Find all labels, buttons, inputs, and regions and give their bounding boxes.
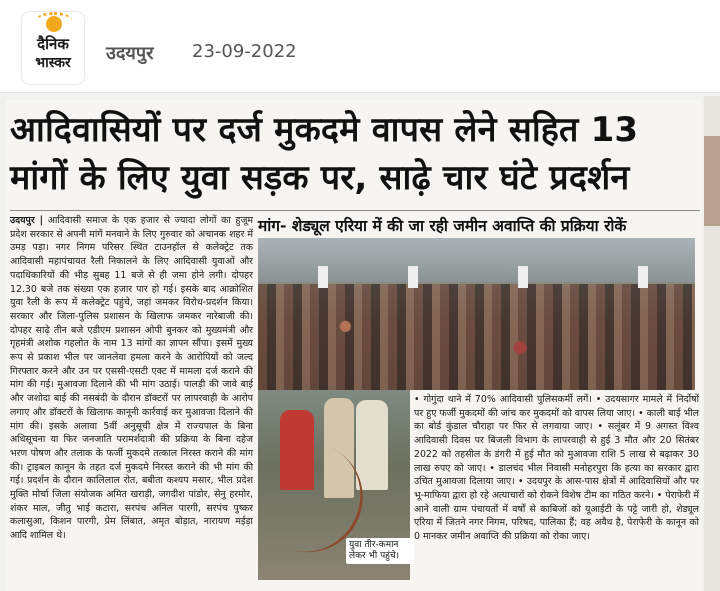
dateline: उदयपुर | — [10, 215, 44, 226]
crowd — [258, 284, 695, 390]
edition-date: 23-09-2022 — [192, 41, 297, 62]
headline-line1: आदिवासियों पर दर्ज मुकदमे वापस लेने सहित 13 — [10, 110, 639, 150]
headline — [10, 106, 700, 202]
article-body-column1 — [10, 214, 253, 543]
subheadline: मांग- शेड्यूल एरिया में की जा रही जमीन अवाप्ति की प्रक्रिया रोकें — [258, 217, 627, 235]
body-text-col1: आदिवासी समाज के एक हजार से ज्यादा लोगों का हुजूम प्रदेश सरकार से अपनी मांगें मनवाने के लिए गुरुवार को अचानक शहर में उमड़ पड़ा। नगर निगम परिसर स्थित टाउनहॉल से कलेक्ट्रेट तक आदिवासी महापंचायत रैली निकालने के लिए आदिवासी युवाओं और पदाधिकारियों की भीड़ सुबह 11 बजे से ही जमा होने लगी। दोपहर 12.30 बजे तक संख्या एक हजार पार हो गई। इसके बाद आक्रोशित युवा रैली के रूप में कलेक्ट्रेट पहुंचे, जहां जमकर विरोध-प्रदर्शन किया। सरकार और जिला-पुलिस प्रशासन के खिलाफ जमकर नारेबाजी की। दोपहर साढ़े तीन बजे एडीएम प्रशासन ओपी बुनकर को मुख्यमंत्री और गृहमंत्री अशोक गहलोत के नाम 13 मांगों का ज्ञापन सौंपा। इसमें मुख्य रूप से प्रकाश भील पर जानलेवा हमला करने के आरोपियों को जल्द गिरफ्तार करने और उन पर एससी-एसटी एक्ट में मामला दर्ज कराने की मांग की गई। मुआवजा दिलाने की भी मांग उठाई। पालड़ी की जावे बाई और जशोदा बाई की नसबंदी के दौरान डॉक्टरों पर लापरवाही के आरोप लगाए और डॉक्टरों के खिलाफ कानूनी कार्रवाई कर मुआवजा दिलाने की मांग की। इसके अलावा 5वीं अनुसूची क्षेत्र में राज्यपाल के बिना अधिसूचना या फिर जनजाति परामर्शदात्री की प्रक्रिया के बिना दहेज भरण पोषण और तलाक के फर्जी मुकदमे तत्काल निरस्त कराने की मांग की। ट्राइबल कानून के तहत दर्ज मुकदमे निरस्त कराने की भी मांग की गई। प्रदर्शन के दौरान कालिलाल रोत, बबीता कश्यप मसार, भील प्रदेश मुक्ति मोर्चा जिला संयोजक अमित खराड़ी, जगदीश पांडोर, सेनु हरमोर, शंकर माल, जीतु भाई कटारा, सरपंच अनिल पारगी, सरपंच पुष्कर कलासुआ, किशन पारगी, प्रेम लिंबात, अमृत बोड़ात, नारायण मईड़ा आदि शामिल थे। — [10, 215, 254, 542]
logo-text-line1: दैनिक — [37, 35, 69, 53]
adjacent-article-strip — [704, 96, 720, 591]
logo-text-line2: भास्कर — [35, 55, 71, 71]
edition-city: उदयपुर — [106, 43, 154, 64]
person-figure — [356, 400, 388, 490]
adjacent-photo — [704, 136, 720, 226]
headline-divider — [10, 210, 700, 211]
flag-icon — [318, 266, 328, 288]
protest-crowd-photo — [258, 238, 695, 390]
headline-line2: मांगों के लिए युवा सड़क पर, साढ़े चार घंटे प्रदर्शन — [10, 158, 630, 198]
flag-icon — [638, 266, 648, 288]
photo-caption: युवा तीर-कमान लेकर भी पहुंचे। — [346, 538, 414, 564]
demands-list: • गोगुंदा थाने में 70% आदिवासी पुलिसकर्मी लगें। • उदयसागर मामले में निर्दोषों पर हुए फर्जी मुकदमों की जांच कर मुकदमों को वापस लिया जाए। • काली बाई भील का बोर्ड कुंडाल चौराहा पर फिर से लगवाया जाए। • सलूंबर में 9 अगस्त विश्व आदिवासी दिवस पर बिजली विभाग के लापरवाही से हुई 3 मौत और 20 सितंबर 2022 को तहसील के डंगरी में हुई मौत को मुआवजा राशि 5 लाख से बढ़ाकर 30 लाख रुपए को जाए। • डालचंद भील निवासी मनोहरपुरा कि हत्या का सरकार द्वारा उचित मुआवजा दिलाया जाए। • उदयपुर के आस-पास क्षेत्रों में आदिवासियों और पर भू-माफिया द्वारा हो रहे अत्याचारों को रोकने विशेष टीम का गठित करने। • पेराफेरी में आने वाली ग्राम पंचायतों में वर्षों से काबिजों को यूआईटी के पट्टे जारी हो, शेड्यूल एरिया में जितने नगर निगम, परिषद, पालिका हैं; वह अवैध है, पेराफेरी के कानून को 0 मानकर जमीन अवाप्ति की प्रक्रिया को रोका जाए। — [414, 394, 699, 543]
flag-icon — [518, 266, 528, 288]
clip-header — [0, 0, 720, 93]
sun-icon — [46, 16, 62, 32]
flag-icon — [408, 266, 418, 288]
dainik-bhaskar-logo — [22, 12, 84, 84]
